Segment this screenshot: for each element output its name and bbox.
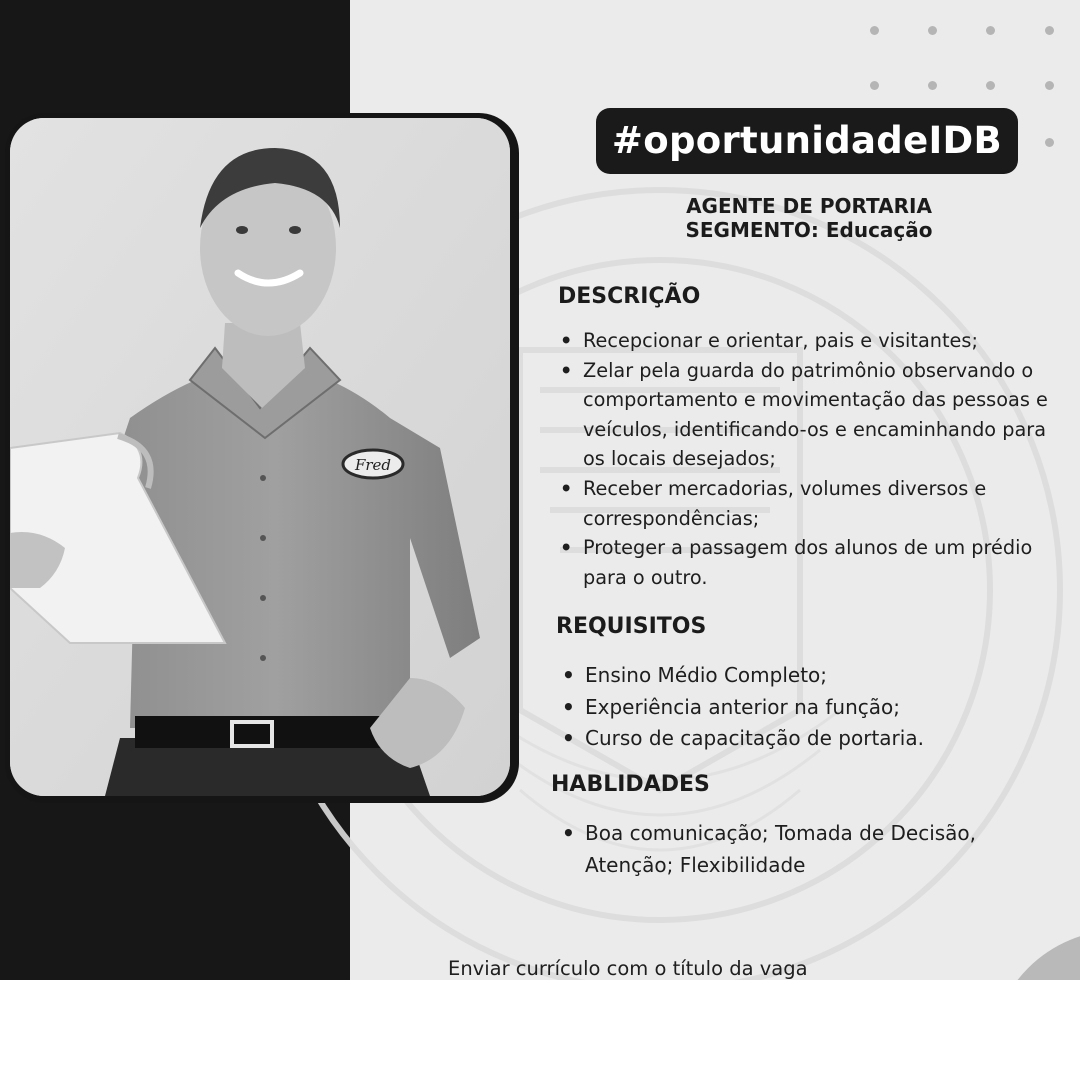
list-item: • Curso de capacitação de portaria. [560, 723, 1020, 755]
name-tag-text: Fred [354, 456, 392, 474]
descricao-heading: DESCRIÇÃO [558, 284, 701, 309]
list-item: • Recepcionar e orientar, pais e visitantes; [558, 326, 1073, 356]
list-item: • Proteger a passagem dos alunos de um prédio para o outro. [558, 533, 1073, 592]
list-item: • Boa comunicação; Tomada de Decisão, Atenção; Flexibilidade [560, 818, 1000, 881]
habilidades-list [560, 818, 1000, 881]
hashtag-badge: #oportunidadeIDB [596, 108, 1018, 174]
descricao-list [558, 326, 1073, 592]
list-item: • Experiência anterior na função; [560, 692, 1020, 724]
habilidades-heading: HABLIDADES [551, 772, 710, 797]
job-title-block [600, 194, 1018, 242]
worker-photo [10, 118, 510, 796]
list-item: • Ensino Médio Completo; [560, 660, 1020, 692]
requisitos-list [560, 660, 1020, 755]
footer-instruction: Enviar currículo com o título da vaga [448, 957, 808, 980]
requisitos-heading: REQUISITOS [556, 614, 707, 639]
job-title: AGENTE DE PORTARIA [686, 194, 932, 218]
list-item: • Zelar pela guarda do patrimônio observando o comportamento e movimentação das pessoas e veículos, identificando-os e encaminhando para os locais desejados; [558, 356, 1073, 474]
job-segment: SEGMENTO: Educação [685, 218, 933, 242]
list-item: • Receber mercadorias, volumes diversos e correspondências; [558, 474, 1073, 533]
